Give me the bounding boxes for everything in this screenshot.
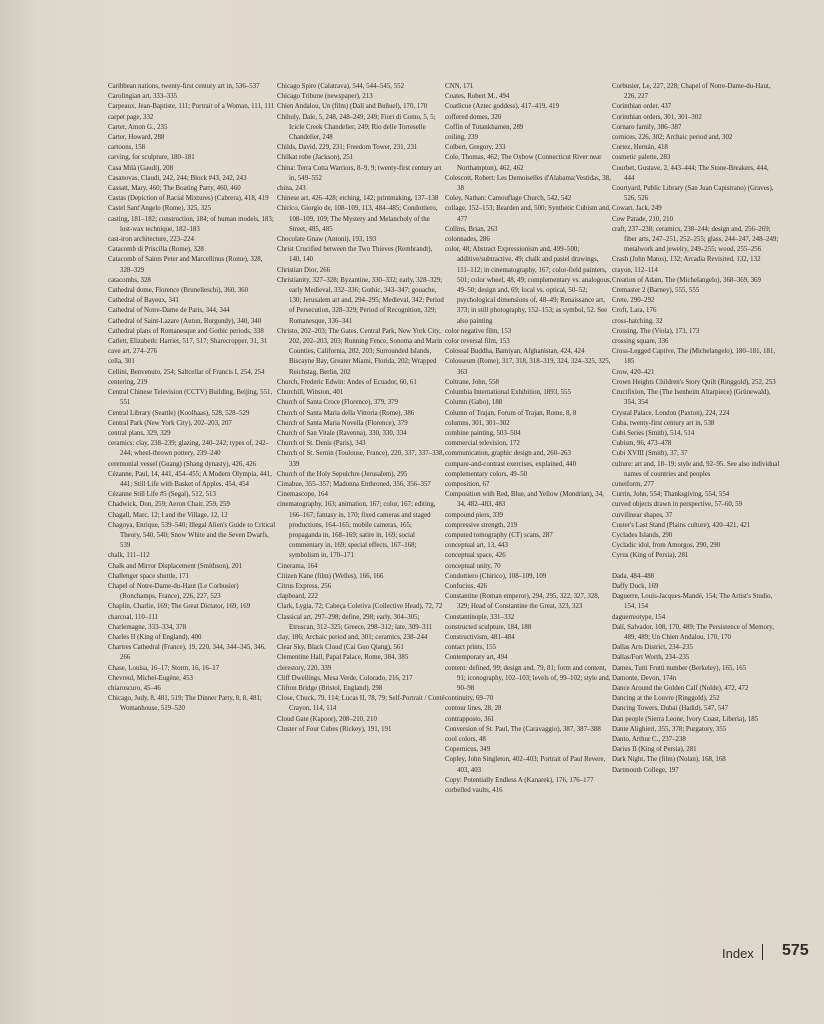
index-entry: Cathedral of Bayeux, 341 bbox=[108, 297, 179, 305]
index-entry: collage, 152–153; Bearden and, 500; Synthetic Cubism and, 477 bbox=[445, 205, 611, 223]
index-entry: Chadwick, Don, 259; Aeron Chair, 259, 259 bbox=[108, 501, 230, 509]
index-entry: Conversion of St. Paul, The (Caravaggio), 387, 387–388 bbox=[445, 725, 601, 733]
index-entry: Courbet, Gustave, 2, 443–444; The Stone-Breakers, 444, 444 bbox=[612, 164, 769, 182]
index-entry: Darius II (King of Persia), 281 bbox=[612, 746, 697, 754]
index-entry: Caribbean nations, twenty-first century art in, 536–537 bbox=[108, 83, 260, 90]
index-entry: Carter, Amon G., 235 bbox=[108, 123, 168, 131]
index-entry: Chilkat robe (Jackson), 251 bbox=[277, 154, 354, 162]
index-entry: central plans, 329, 329 bbox=[108, 429, 171, 437]
index-entry: carpet page, 332 bbox=[108, 113, 154, 121]
index-entry: Chirico, Giorgio de, 108–109, 113, 484–485; Condottiero, 108–109, 109; The Mystery and Melancholy of the Street, 485, 485 bbox=[277, 205, 438, 233]
index-entry: Crete, 290–292 bbox=[612, 297, 655, 305]
index-entry: Carter, Howard, 288 bbox=[108, 134, 165, 142]
index-entry: cinematography, 163; animation, 167; color, 167; editing, 166–167; fantasy in, 170; fixed cameras and staged productions, 164–165; mobile cameras, 165; propaganda in, 168–169; satire in, 169; social commentary in, 169; special effects, 167–168; symbolism in, 170–171 bbox=[277, 501, 436, 560]
index-entry: Copy: Potentially Endless A (Kanarek), 176, 176–177 bbox=[445, 776, 594, 784]
index-entry: crayon, 112–114 bbox=[612, 266, 658, 274]
index-entry: Cole, Thomas, 462; The Oxbow (Connecticut River near Northampton), 462, 462 bbox=[445, 154, 602, 172]
index-entry: Dames, Tutti Frutti number (Berkeley), 165, 165 bbox=[612, 664, 747, 672]
index-column-4 bbox=[612, 82, 780, 776]
index-entry: Crossing, The (Viola), 173, 173 bbox=[612, 327, 700, 335]
index-entry: chiaroscuro, 45–46 bbox=[108, 684, 161, 692]
index-entry: Casa Milà (Gaudí), 208 bbox=[108, 164, 174, 172]
index-entry: cave art, 274–276 bbox=[108, 348, 158, 356]
index-entry: Catacomb of Saints Peter and Marcellinus (Rome), 328, 328–329 bbox=[108, 256, 263, 274]
index-entry: color reversal film, 153 bbox=[445, 338, 510, 346]
index-entry: Custer's Last Stand (Plains culture), 420–421, 421 bbox=[612, 521, 751, 529]
index-entry: Cyclades Islands, 290 bbox=[612, 531, 673, 539]
index-entry: Danto, Arthur C., 237–238 bbox=[612, 735, 686, 743]
index-entry: Chaplin, Charlie, 169; The Great Dictator, 169, 169 bbox=[108, 603, 251, 611]
index-entry: casting, 181–182; construction, 184; of human models, 183; lost-wax technique, 182–183 bbox=[108, 215, 274, 233]
index-entry: Chase, Louisa, 16–17; Storm, 16, 16–17 bbox=[108, 664, 220, 672]
index-entry: Contemporary art, 494 bbox=[445, 654, 508, 662]
index-entry: Dark Night, The (film) (Nolan), 168, 168 bbox=[612, 756, 726, 764]
index-entry: Croft, Lara, 176 bbox=[612, 307, 657, 315]
index-entry: Cuba, twenty-first century art in, 538 bbox=[612, 419, 715, 427]
index-entry: Crystal Palace, London (Paxton), 224, 224 bbox=[612, 409, 730, 417]
index-column-2 bbox=[277, 82, 445, 735]
index-entry: Daffy Duck, 169 bbox=[612, 582, 659, 590]
index-entry: Christianity, 327–328; Byzantine, 330–332; early, 328–329; early Medieval, 332–336; Gothic, 343–347; gouache, 130; Jerusalem art and, 294–295; Medieval, 342; Period of Persecution, 328–329; Period of Recognition, 329; Romanesque, 336–341 bbox=[277, 276, 444, 325]
index-entry: Chagoya, Enrique, 539–540; Illegal Alien's Guide to Critical Theory, 540, 540; Snow White and the Seven Dwarfs, 539 bbox=[108, 521, 276, 550]
index-entry: color, 48; Abstract Expressionism and, 499–500; additive/subtractive, 49; chalk and pastel drawings, 111–112; in cinematography, 167; color-field painters, 501; color wheel, 48, 49; complementary vs. analogous, 49–50; design and, 69; local vs. optical, 50–52; psychological dimensions of, 48–49; Renaissance art, 373; in still photography, 152–153; as symbol, 52. See also painting bbox=[445, 246, 612, 325]
index-entry: Column (Gabo), 188 bbox=[445, 399, 503, 407]
index-entry: Close, Chuck, 79, 114; Lucas II, 78, 79; Self-Portrait / Conté Crayon, 114, 114 bbox=[277, 695, 445, 713]
index-entry: Central Chinese Television (CCTV) Building, Beijing, 551, 551 bbox=[108, 389, 273, 407]
index-entry: Dante Alighieri, 355, 378; Purgatory, 355 bbox=[612, 725, 727, 733]
index-entry: Dartmouth College, 197 bbox=[612, 766, 679, 774]
index-entry: Cézanne, Paul, 14, 441, 454–455; A Modern Olympia, 441, 441; Still Life with Basket of Apples, 454, 454 bbox=[108, 470, 272, 488]
index-entry: Corbusier, Le, 227, 228; Chapel of Notre-Dame-du-Haut, 226, 227 bbox=[612, 83, 771, 101]
index-entry: Dallas Arts District, 234–235 bbox=[612, 644, 693, 652]
index-entry: conceptual space, 426 bbox=[445, 552, 506, 560]
index-entry: curved objects drawn in perspective, 57–60, 59 bbox=[612, 501, 743, 509]
index-entry: Cortez, Hernán, 418 bbox=[612, 144, 668, 152]
index-entry: Cubi XVIII (Smith), 37, 37 bbox=[612, 450, 688, 458]
index-entry: Currin, John, 554; Thanksgiving, 554, 554 bbox=[612, 491, 730, 499]
index-entry: Coltrane, John, 558 bbox=[445, 378, 499, 386]
section-label: Index bbox=[722, 946, 754, 961]
index-entry: Colescott, Robert: Les Demoiselles d'Alabama:Vestidas, 38, 38 bbox=[445, 174, 611, 193]
index-entry: combine painting, 503–504 bbox=[445, 429, 521, 437]
index-entry: Damonte, Devon, 174n bbox=[612, 674, 677, 682]
index-entry: clerestory, 220, 339 bbox=[277, 664, 332, 672]
index-entry: Cathedral plans of Romanesque and Gothic periods, 338 bbox=[108, 327, 264, 335]
index-entry: ceremonial vessel (Guang) (Shang dynasty), 426, 426 bbox=[108, 460, 257, 468]
index-entry: chalk, 111–112 bbox=[108, 552, 150, 560]
index-entry: Cyrus (King of Persia), 281 bbox=[612, 552, 689, 560]
index-entry: Cathedral of Notre-Dame de Paris, 344, 344 bbox=[108, 307, 230, 315]
index-entry: communication, graphic design and, 260–263 bbox=[445, 450, 571, 458]
index-entry: Cinerama, 164 bbox=[277, 562, 318, 570]
index-entry: Cliff Dwellings, Mesa Verde, Colorado, 216, 217 bbox=[277, 674, 413, 682]
index-entry: Childs, David, 229, 231; Freedom Tower, 231, 231 bbox=[277, 144, 418, 152]
index-entry: Coatlicue (Aztec goddess), 417–419, 419 bbox=[445, 103, 560, 111]
index-entry: Condottiero (Chirico), 108–109, 109 bbox=[445, 572, 547, 580]
index-entry: Daguerre, Louis-Jacques-Mandé, 154; The Artist's Studio, 154, 154 bbox=[612, 593, 773, 611]
index-entry: Charles II (King of England), 400 bbox=[108, 633, 202, 641]
index-entry: Cézanne Still Life #5 (Segal), 512, 513 bbox=[108, 491, 216, 499]
index-entry: colonnades, 286 bbox=[445, 236, 490, 244]
index-entry: computed tomography (CT) scans, 287 bbox=[445, 531, 553, 539]
index-entry: contact prints, 155 bbox=[445, 644, 497, 652]
index-entry: Chevreul, Michel-Eugène, 453 bbox=[108, 674, 193, 682]
index-entry: Crown Heights Children's Story Quilt (Ringgold), 252, 253 bbox=[612, 378, 776, 386]
index-entry: cornices, 226, 302; Archaic period and, 302 bbox=[612, 134, 733, 142]
index-entry: cella, 301 bbox=[108, 358, 135, 366]
index-entry: Dancing at the Louvre (Ringgold), 252 bbox=[612, 695, 720, 703]
index-entry: Central Park (New York City), 202–203, 207 bbox=[108, 419, 232, 427]
index-entry: Church of San Vitale (Ravenna), 330, 330, 334 bbox=[277, 429, 407, 437]
index-entry: Constantinople, 331–332 bbox=[445, 613, 515, 621]
index-entry: Clark, Lygia, 72; Cabeça Coletiva (Collective Head), 72, 72 bbox=[277, 603, 443, 611]
index-entry: CNN, 171 bbox=[445, 83, 474, 90]
index-entry: culture: art and, 18–19; style and, 92–95. See also individual names of countries and peoples bbox=[612, 460, 780, 478]
index-entry: Corinthian orders, 301, 301–302 bbox=[612, 113, 702, 121]
index-entry: Chicago, Judy, 8, 481, 519; The Dinner Party, 8, 8, 481; Womanhouse, 519–520 bbox=[108, 695, 262, 713]
index-entry: Classical art, 297–298; define, 298; early, 304–305; Etruscan, 312–325; Greece, 298–312; late, 309–311 bbox=[277, 613, 433, 631]
index-column-3 bbox=[445, 82, 613, 796]
index-entry: Colossal Buddha, Bamiyan, Afghanistan, 424, 424 bbox=[445, 348, 585, 356]
index-entry: coiling, 239 bbox=[445, 134, 478, 142]
index-entry: Church of St. Sernin (Toulouse, France), 220, 337, 337–338, 339 bbox=[277, 450, 445, 468]
index-entry: daguerreotype, 154 bbox=[612, 613, 666, 621]
index-entry: Cinemascope, 164 bbox=[277, 491, 328, 499]
index-entry: Catacomb di Priscilla (Rome), 328 bbox=[108, 246, 204, 254]
index-entry: Church of Santa Maria Novella (Florence), 379 bbox=[277, 419, 408, 427]
index-entry: continuity, 69–70 bbox=[445, 695, 494, 703]
index-entry: Cathedral dome, Florence (Brunelleschi), 360, 360 bbox=[108, 287, 249, 295]
index-entry: Chinese art, 426–428; etching, 142; printmaking, 137–138 bbox=[277, 195, 439, 203]
index-entry: Colosseum (Rome), 317, 318, 318–319, 324, 324–325, 325, 363 bbox=[445, 358, 611, 376]
index-entry: Crash (John Matos), 132; Arcadia Revisited, 132, 132 bbox=[612, 256, 761, 264]
index-entry: cosmetic palette, 283 bbox=[612, 154, 671, 162]
index-entry: Citizen Kane (film) (Welles), 166, 166 bbox=[277, 572, 384, 580]
index-entry: Cross-Legged Captive, The (Michelangelo), 180–181, 181, 185 bbox=[612, 348, 776, 366]
index-entry: Cornaro family, 386–387 bbox=[612, 123, 682, 131]
index-entry: coffered domes, 320 bbox=[445, 113, 502, 121]
index-entry: Constantine (Roman emperor), 294, 295, 322, 327, 328, 329; Head of Constantine the Great, 323, 323 bbox=[445, 593, 600, 611]
index-entry: Chien Andalou, Un (film) (Dalí and Buñuel), 170, 170 bbox=[277, 103, 428, 111]
index-entry: curvilinear shapes, 37 bbox=[612, 511, 673, 519]
index-entry: Church of Santa Maria della Vittoria (Rome), 386 bbox=[277, 409, 415, 417]
index-entry: Clear Sky, Black Cloud (Cai Guo Qiang), 561 bbox=[277, 644, 404, 652]
index-entry: Dance Around the Golden Calf (Nolde), 472, 472 bbox=[612, 684, 749, 692]
index-entry: china, 243 bbox=[277, 185, 306, 193]
index-entry: corbelled vaults, 416 bbox=[445, 787, 503, 795]
index-entry: complementary colors, 49–50 bbox=[445, 470, 528, 478]
index-entry: Casanovas, Claudi, 242, 244; Block #43, 242, 243 bbox=[108, 174, 247, 182]
page-number: 575 bbox=[782, 942, 809, 959]
index-entry: Cubi Series (Smith), 514, 514 bbox=[612, 429, 695, 437]
index-entry: Catlett, Elizabeth: Harriet, 517, 517; Sharecropper, 31, 31 bbox=[108, 338, 268, 346]
index-entry: Dallas/Fort Worth, 234–235 bbox=[612, 654, 690, 662]
index-entry: Dada, 484–488 bbox=[612, 572, 655, 580]
index-entry: clay, 186; Archaic period and, 301; ceramics, 238–244 bbox=[277, 633, 428, 641]
index-entry: conceptual unity, 70 bbox=[445, 562, 501, 570]
index-entry: Chalk and Mirror Displacement (Smithson), 201 bbox=[108, 562, 242, 570]
index-entry: constructed sculpture, 184, 188 bbox=[445, 623, 532, 631]
index-entry: Clementine Hall, Papal Palace, Rome, 384, 385 bbox=[277, 654, 409, 662]
index-entry: Carpeaux, Jean-Baptiste, 111; Portrait of a Woman, 111, 111 bbox=[108, 103, 275, 111]
index-entry: cartoons, 158 bbox=[108, 144, 146, 152]
index-entry: commercial television, 172 bbox=[445, 440, 520, 448]
index-entry: contour lines, 28, 28 bbox=[445, 705, 502, 713]
index-entry: carving, for sculpture, 180–181 bbox=[108, 154, 195, 162]
index-entry: cross-hatching, 32 bbox=[612, 317, 663, 325]
index-entry: color negative film, 153 bbox=[445, 327, 512, 335]
index-entry: Cathedral of Saint-Lazare (Autun, Burgundy), 340, 340 bbox=[108, 317, 262, 325]
index-entry: Cowart, Jack, 249 bbox=[612, 205, 662, 213]
index-entry: composition, 67 bbox=[445, 480, 490, 488]
index-entry: compound piers, 339 bbox=[445, 511, 503, 519]
index-entry: compare-and-contrast exercises, explained, 440 bbox=[445, 460, 577, 468]
index-entry: Colbert, Gregory, 233 bbox=[445, 144, 506, 152]
index-entry: Confucius, 426 bbox=[445, 582, 488, 590]
index-entry: Creation of Adam, The (Michelangelo), 368–369, 369 bbox=[612, 276, 761, 284]
index-entry: craft, 237–238; ceramics, 238–244; design and, 256–269; fiber arts, 247–251, 252–255; glass, 244–247, 248–249; metalwork and jewelry, 249–255; wood, 255–256 bbox=[612, 225, 779, 254]
index-entry: Chocolate Gnaw (Antoni), 193, 193 bbox=[277, 236, 377, 244]
index-entry: Chicago Spire (Calatrava), 544, 544–545, 552 bbox=[277, 83, 405, 90]
index-entry: Chagall, Marc, 12; I and the Village, 12, 12 bbox=[108, 511, 228, 519]
index-entry: Charlemagne, 333–334, 378 bbox=[108, 623, 187, 631]
index-entry: Castas (Depiction of Racial Mixtures) (Cabrera), 418, 419 bbox=[108, 195, 269, 203]
index-entry: cool colors, 48 bbox=[445, 736, 486, 743]
index-entry: Church, Frederic Edwin: Andes of Ecuador, 60, 61 bbox=[277, 378, 417, 386]
index-entry: Cassatt, Mary, 460; The Boating Party, 460, 460 bbox=[108, 185, 241, 193]
index-entry: Constructivism, 481–484 bbox=[445, 633, 515, 641]
index-entry: Cloud Gate (Kapoor), 208–210, 210 bbox=[277, 715, 377, 723]
index-entry: Church of Santa Croce (Florence), 379, 379 bbox=[277, 399, 398, 407]
index-entry: Coffin of Tutankhamen, 289 bbox=[445, 123, 524, 131]
index-entry: Clifton Bridge (Bristol, England), 298 bbox=[277, 684, 383, 692]
index-entry: crossing square, 336 bbox=[612, 338, 669, 346]
index-entry: Coates, Robert M., 494 bbox=[445, 93, 510, 101]
index-entry: centering, 219 bbox=[108, 378, 148, 386]
index-entry: Cellini, Benvenuto, 254; Saltcellar of Francis I, 254, 254 bbox=[108, 368, 265, 376]
index-entry: Cow Parade, 210, 210 bbox=[612, 215, 674, 223]
index-entry: Collins, Brian, 263 bbox=[445, 225, 498, 233]
index-entry: Dan people (Sierra Leone, Ivory Coast, Liberia), 185 bbox=[612, 715, 759, 723]
index-entry: Cimabue, 355–357; Madonna Enthroned, 356, 356–357 bbox=[277, 480, 431, 488]
index-entry: ceramics: clay, 238–239; glazing, 240–242; types of, 242–244; wheel-thrown pottery, 239–240 bbox=[108, 440, 270, 458]
index-entry: Castel Sant'Angelo (Rome), 325, 325 bbox=[108, 205, 212, 213]
index-entry: conceptual art, 13, 443 bbox=[445, 542, 508, 550]
index-entry: Citrus Express, 256 bbox=[277, 582, 332, 590]
index-entry: China: Terra Cotta Warriors, 8–9, 9; twenty-first century art in, 549–552 bbox=[277, 164, 442, 182]
index-entry: cuneiform, 277 bbox=[612, 480, 655, 488]
index-entry: Corinthian order, 437 bbox=[612, 103, 672, 111]
index-entry: Crow, 420–421 bbox=[612, 368, 655, 376]
index-entry: Cycladic idol, from Amorgos, 290, 290 bbox=[612, 542, 721, 550]
index-entry: Crucifixion, The (The Isenheim Altarpiece) (Grünewald), 354, 354 bbox=[612, 389, 771, 407]
index-entry: Cubism, 96, 473–478 bbox=[612, 440, 672, 448]
index-entry: Copernicus, 349 bbox=[445, 746, 491, 754]
index-entry: Challenger space shuttle, 171 bbox=[108, 572, 190, 580]
index-entry: Copley, John Singleton, 402–403; Portrait of Paul Revere, 403, 403 bbox=[445, 756, 606, 774]
index-entry: Dalí, Salvador, 108, 170, 489; The Persistence of Memory, 489, 489; Un Chien Andalou, 170, 170 bbox=[612, 623, 775, 641]
index-entry: Coley, Nathan: Camouflage Church, 542, 542 bbox=[445, 195, 572, 203]
index-entry: Columbia International Exhibition, 1893, 555 bbox=[445, 389, 571, 397]
index-entry: Courtyard, Public Library (San Juan Capistrano) (Graves), 526, 526 bbox=[612, 185, 774, 203]
index-entry: Cluster of Four Cubes (Rickey), 191, 191 bbox=[277, 725, 392, 733]
index-entry: Church of the Holy Sepulchre (Jerusalem), 295 bbox=[277, 470, 408, 478]
index-entry: Churchill, Winston, 401 bbox=[277, 389, 344, 397]
index-entry: Christo, 202–203; The Gates, Central Park, New York City, 202, 202–203, 203; Running Fence, Sonoma and Marin Counties, California, 202, 203; Surrounded Islands, Biscayne Bay, Greater Miami, Florida, 202; Wrapped Reichstag, Berlin, 202 bbox=[277, 327, 443, 376]
index-entry: Dancing Towers, Dubai (Hadid), 547, 547 bbox=[612, 705, 729, 713]
index-entry: Chartres Cathedral (France), 19, 220, 344, 344–345, 346, 266 bbox=[108, 644, 266, 662]
index-entry: Carolingian art, 333–335 bbox=[108, 93, 178, 101]
index-entry: Church of St. Denis (Paris), 343 bbox=[277, 440, 366, 448]
index-entry: Chicago Tribune (newspaper), 213 bbox=[277, 93, 373, 101]
index-entry: columns, 301, 301–302 bbox=[445, 419, 510, 427]
index-entry: catacombs, 328 bbox=[108, 276, 151, 284]
index-entry: Central Library (Seattle) (Koolhaas), 528, 528–529 bbox=[108, 409, 250, 417]
index-entry: Cremaster 2 (Barney), 555, 555 bbox=[612, 287, 700, 295]
index-entry: Christ Crucified between the Two Thieves (Rembrandt), 140, 140 bbox=[277, 246, 433, 264]
index-column-1 bbox=[108, 82, 276, 715]
index-entry: Christian Dior, 266 bbox=[277, 266, 331, 274]
index-entry: Column of Trajan, Forum of Trajan, Rome, 8, 8 bbox=[445, 409, 577, 417]
index-entry: contrapposto, 361 bbox=[445, 715, 495, 723]
index-entry: Composition with Red, Blue, and Yellow (Mondrian), 34, 34, 482–483, 483 bbox=[445, 491, 604, 509]
index-entry: clapboard, 222 bbox=[277, 593, 318, 601]
index-entry: cast-iron architecture, 223–224 bbox=[108, 236, 194, 244]
index-entry: Chihuly, Dale, 5, 248, 248–249, 249; Fiori di Como, 5, 5; Icicle Creek Chandelier, 249; Rio delle Torreselle Chandelier, 248 bbox=[277, 113, 436, 142]
index-entry: content: defined, 99; design and, 79, 81; form and content, 91; iconography, 102–103; levels of, 99–102; style and, 90–98 bbox=[445, 664, 611, 692]
index-entry bbox=[612, 562, 780, 572]
footer-divider bbox=[762, 944, 763, 960]
index-entry: charcoal, 110–111 bbox=[108, 613, 159, 621]
index-entry: Chapel of Notre-Dame-du-Haut (Le Corbusier) (Ronchamps, France), 226, 227, 523 bbox=[108, 582, 239, 601]
index-entry: compressive strength, 219 bbox=[445, 521, 518, 529]
